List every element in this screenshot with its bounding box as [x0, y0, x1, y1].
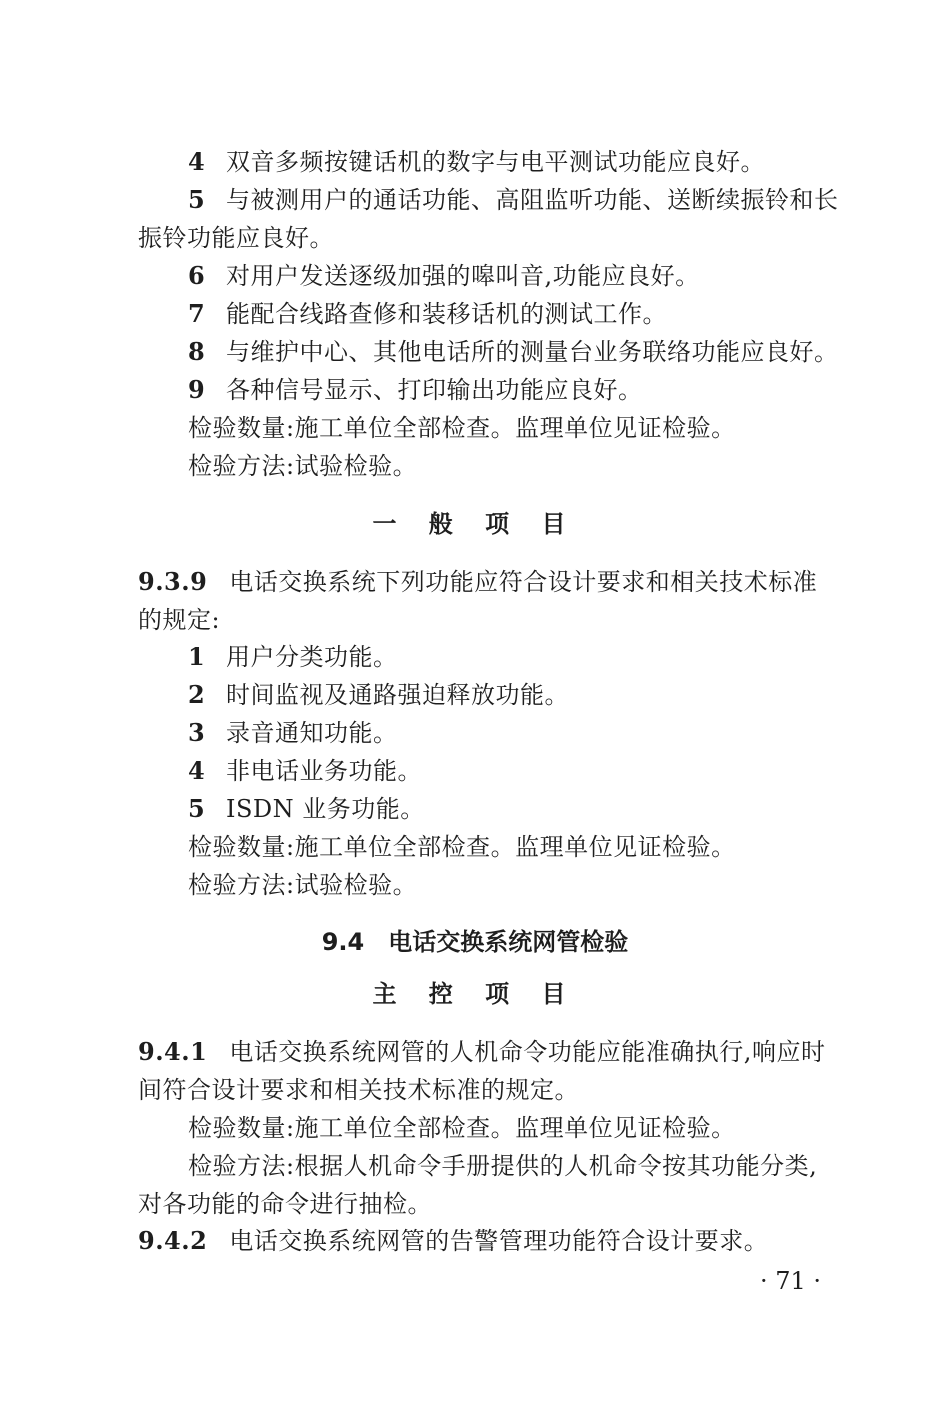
- clause-text: 电话交换系统网管的告警管理功能符合设计要求。: [229, 1227, 769, 1255]
- clause-9-4-2: [138, 1225, 868, 1257]
- item-number: 7: [188, 299, 206, 328]
- item-number: 3: [188, 718, 206, 747]
- inspection-method: 检验方法:试验检验。: [188, 871, 418, 899]
- item-number: 4: [188, 147, 206, 176]
- item-text: ISDN 业务功能。: [226, 795, 425, 823]
- item-number: 9: [188, 375, 206, 404]
- section-heading-general: 一 般 项 目: [372, 510, 578, 538]
- item-number: 4: [188, 756, 206, 785]
- item-continuation: 振铃功能应良好。: [138, 224, 334, 252]
- inspection-quantity: 检验数量:施工单位全部检查。监理单位见证检验。: [188, 414, 736, 442]
- clause-9-4-1: [138, 1036, 868, 1068]
- item-text: 与维护中心、其他电话所的测量台业务联络功能应良好。: [226, 338, 839, 366]
- clause-continuation: 的规定:: [138, 606, 221, 634]
- list-item: [188, 146, 918, 178]
- list-item: [188, 260, 918, 292]
- page-number: · 71 ·: [760, 1267, 822, 1295]
- section-number: 9.4: [321, 928, 365, 956]
- clause-number: 9.4.1: [138, 1037, 208, 1066]
- clause-text: 电话交换系统下列功能应符合设计要求和相关技术标准: [229, 568, 818, 596]
- inspection-method: 检验方法:试验检验。: [188, 452, 418, 480]
- section-title: 电话交换系统网管检验: [388, 928, 629, 956]
- clause-9-3-9: [138, 566, 868, 598]
- list-item: [188, 755, 918, 787]
- inspection-method: 检验方法:根据人机命令手册提供的人机命令按其功能分类,: [188, 1152, 818, 1180]
- item-text: 对用户发送逐级加强的嗥叫音,功能应良好。: [226, 262, 700, 290]
- item-number: 8: [188, 337, 206, 366]
- list-item: [188, 336, 918, 368]
- item-number: 5: [188, 794, 206, 823]
- inspection-method-continuation: 对各功能的命令进行抽检。: [138, 1190, 432, 1218]
- item-text: 各种信号显示、打印输出功能应良好。: [226, 376, 643, 404]
- item-number: 5: [188, 185, 206, 214]
- inspection-quantity: 检验数量:施工单位全部检查。监理单位见证检验。: [188, 833, 736, 861]
- list-item: [188, 184, 918, 216]
- item-number: 1: [188, 642, 206, 671]
- list-item: [188, 374, 918, 406]
- item-text: 录音通知功能。: [226, 719, 398, 747]
- item-text: 与被测用户的通话功能、高阻监听功能、送断续振铃和长: [226, 186, 839, 214]
- section-title-9-4: [0, 926, 950, 958]
- clause-text: 电话交换系统网管的人机命令功能应能准确执行,响应时: [229, 1038, 826, 1066]
- item-text: 非电话业务功能。: [226, 757, 422, 785]
- item-number: 6: [188, 261, 206, 290]
- inspection-quantity: 检验数量:施工单位全部检查。监理单位见证检验。: [188, 1114, 736, 1142]
- item-number: 2: [188, 680, 206, 709]
- clause-number: 9.3.9: [138, 567, 208, 596]
- list-item: [188, 717, 918, 749]
- list-item: [188, 298, 918, 330]
- list-item: [188, 641, 918, 673]
- clause-continuation: 间符合设计要求和相关技术标准的规定。: [138, 1076, 579, 1104]
- clause-number: 9.4.2: [138, 1226, 208, 1255]
- list-item: [188, 679, 918, 711]
- item-text: 能配合线路查修和装移话机的测试工作。: [226, 300, 667, 328]
- list-item: [188, 793, 918, 825]
- item-text: 双音多频按键话机的数字与电平测试功能应良好。: [226, 148, 765, 176]
- item-text: 用户分类功能。: [226, 643, 398, 671]
- section-heading-main: 主 控 项 目: [372, 980, 578, 1008]
- item-text: 时间监视及通路强迫释放功能。: [226, 681, 569, 709]
